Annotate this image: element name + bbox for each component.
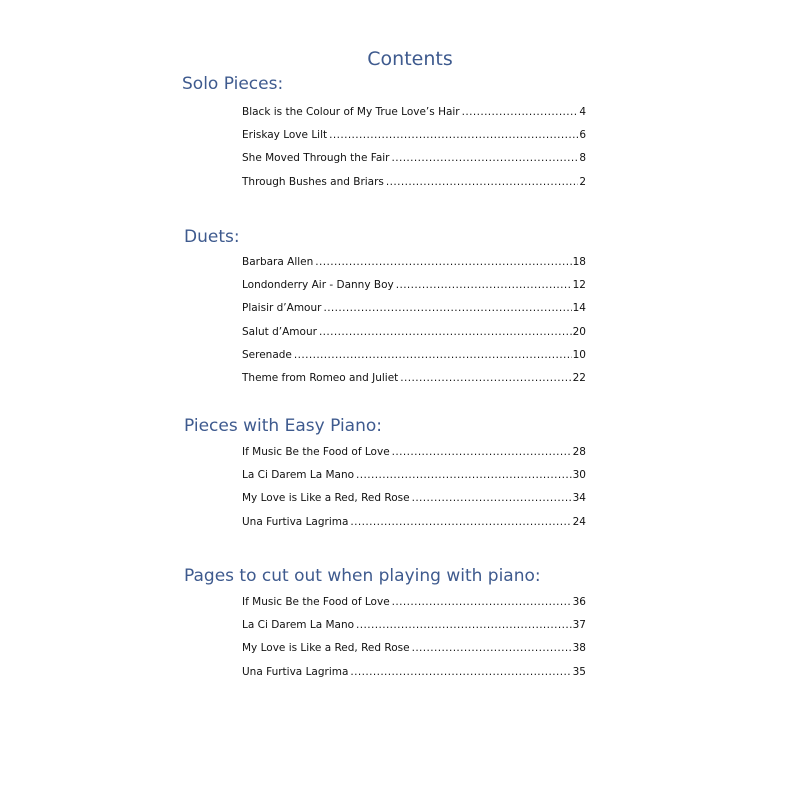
entry-page: 36 [572, 596, 586, 608]
entry-page: 10 [572, 348, 586, 361]
toc-entry[interactable] [242, 256, 586, 279]
entry-title: She Moved Through the Fair [242, 152, 390, 165]
entry-page: 24 [572, 515, 586, 528]
entry-title: Salut d’Amour [242, 325, 317, 338]
entry-title: La Ci Darem La Mano [242, 619, 355, 632]
entry-page: 14 [572, 302, 586, 315]
entry-title: Una Furtiva Lagrima [242, 665, 349, 678]
toc-list [242, 446, 586, 539]
entry-page: 22 [572, 371, 586, 384]
entry-page: 12 [572, 279, 586, 292]
dot-leader [392, 446, 572, 458]
entry-title: Eriskay Love Lilt [242, 129, 328, 142]
toc-entry[interactable] [242, 446, 586, 469]
entry-page: 37 [572, 619, 586, 632]
dot-leader [412, 492, 572, 504]
section-heading: Pieces with Easy Piano: [184, 416, 382, 436]
section-heading: Duets: [184, 227, 240, 247]
dot-leader [294, 349, 572, 361]
entry-page: 35 [572, 665, 586, 678]
entry-title: Barbara Allen [242, 256, 314, 268]
toc-list [242, 106, 586, 199]
toc-entry[interactable] [242, 176, 586, 199]
entry-page: 6 [579, 129, 586, 142]
entry-title: My Love is Like a Red, Red Rose [242, 492, 410, 505]
entry-title: Una Furtiva Lagrima [242, 515, 349, 528]
toc-entry[interactable] [242, 106, 586, 129]
entry-page: 18 [572, 256, 586, 268]
toc-entry[interactable] [242, 129, 586, 152]
toc-entry[interactable] [242, 596, 586, 619]
toc-entry[interactable] [242, 642, 586, 665]
entry-title: If Music Be the Food of Love [242, 446, 390, 458]
toc-entry[interactable] [242, 349, 586, 372]
toc-entry[interactable] [242, 279, 586, 302]
dot-leader [356, 469, 572, 481]
toc-list [242, 256, 586, 395]
entry-title: If Music Be the Food of Love [242, 596, 390, 608]
entry-page: 8 [579, 152, 586, 165]
toc-entry[interactable] [242, 492, 586, 515]
section-heading: Solo Pieces: [182, 74, 284, 94]
entry-page: 34 [572, 492, 586, 505]
dot-leader [412, 642, 572, 654]
entry-page: 30 [572, 469, 586, 482]
entry-page: 2 [579, 175, 586, 188]
entry-page: 20 [572, 325, 586, 338]
toc-entry[interactable] [242, 302, 586, 325]
dot-leader [392, 596, 572, 608]
entry-title: Theme from Romeo and Juliet [242, 371, 399, 384]
entry-page: 38 [572, 642, 586, 655]
entry-page: 4 [579, 106, 586, 118]
dot-leader [356, 619, 572, 631]
section-heading: Pages to cut out when playing with piano: [184, 566, 541, 586]
dot-leader [350, 516, 571, 528]
entry-title: Londonderry Air - Danny Boy [242, 279, 394, 292]
dot-leader [386, 176, 578, 188]
dot-leader [400, 372, 571, 384]
dot-leader [329, 129, 578, 141]
dot-leader [396, 279, 572, 291]
page-title: Contents [367, 48, 453, 70]
toc-entry[interactable] [242, 666, 586, 689]
dot-leader [323, 302, 571, 314]
dot-leader [319, 326, 572, 338]
entry-title: Through Bushes and Briars [242, 175, 384, 188]
entry-title: La Ci Darem La Mano [242, 469, 355, 482]
dot-leader [350, 666, 571, 678]
toc-entry[interactable] [242, 326, 586, 349]
dot-leader [462, 106, 579, 118]
entry-title: My Love is Like a Red, Red Rose [242, 642, 410, 655]
dot-leader [391, 152, 578, 164]
toc-entry[interactable] [242, 516, 586, 539]
entry-page: 28 [572, 446, 586, 458]
entry-title: Serenade [242, 348, 292, 361]
dot-leader [315, 256, 571, 268]
entry-title: Plaisir d’Amour [242, 302, 322, 315]
toc-entry[interactable] [242, 152, 586, 175]
toc-entry[interactable] [242, 372, 586, 395]
toc-entry[interactable] [242, 619, 586, 642]
toc-list [242, 596, 586, 689]
toc-entry[interactable] [242, 469, 586, 492]
entry-title: Black is the Colour of My True Love’s Hair [242, 106, 460, 118]
